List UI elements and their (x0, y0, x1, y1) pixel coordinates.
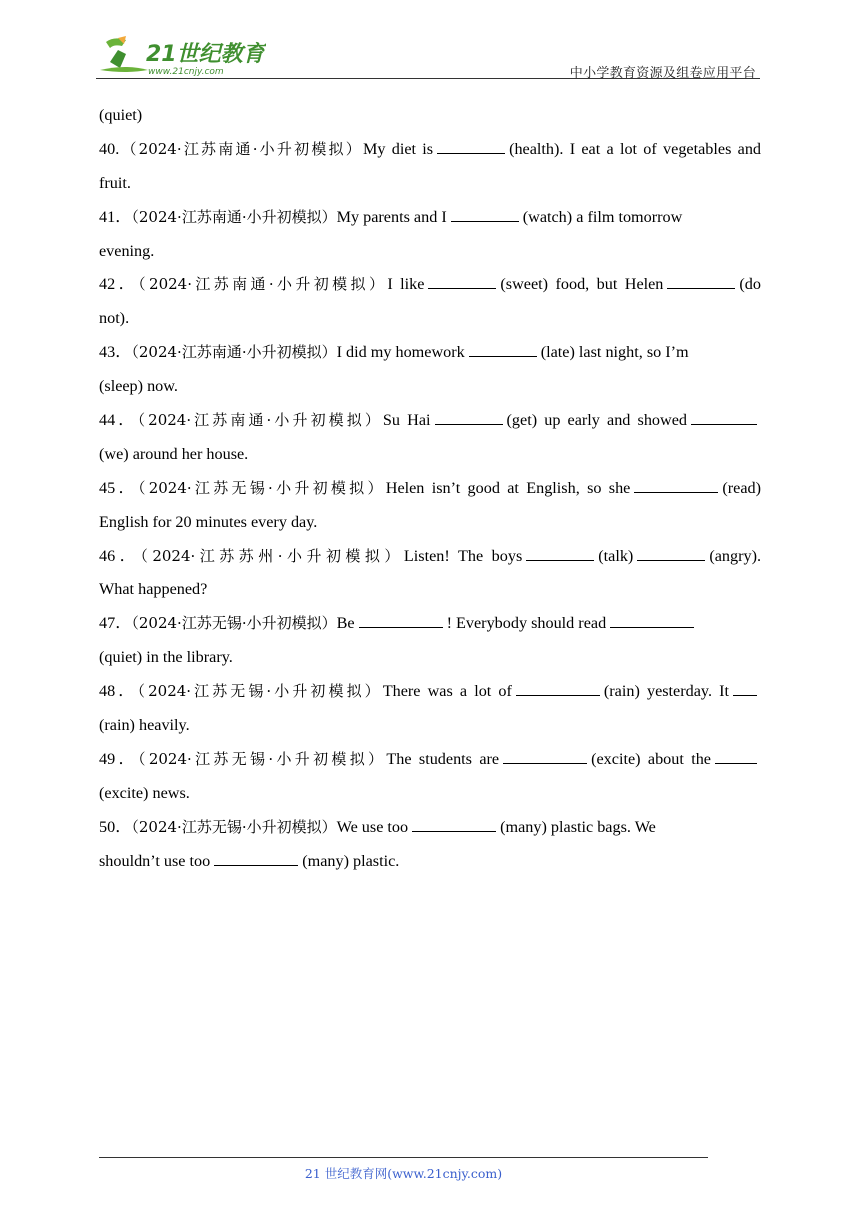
q46-blank-2[interactable] (637, 546, 705, 561)
logo-url: www.21cnjy.com (148, 67, 224, 77)
q43-line1: 43．（2024·江苏南通·小升初模拟）I did my homework (late) last night, so I’m (99, 343, 689, 362)
q46-blank-1[interactable] (526, 546, 594, 561)
q42-line1: 42．（2024·江苏南通·小升初模拟）I like (sweet) food, but Helen (do (99, 275, 761, 294)
q45-line2: English for 20 minutes every day. (99, 512, 318, 531)
q49-blank-1[interactable] (503, 749, 587, 764)
q43-line2: (sleep) now. (99, 377, 178, 396)
q48-line2: (rain) heavily. (99, 716, 190, 735)
q39-tail: (quiet) (99, 106, 143, 124)
platform-name: 中小学教育资源及组卷应用平台 (569, 66, 756, 81)
header-rule (96, 78, 760, 79)
q50-line1: 50．（2024·江苏无锡·小升初模拟）We use too (many) plastic bags. We (99, 817, 656, 836)
q44-line1: 44．（2024·江苏南通·小升初模拟）Su Hai (get) up early and showed (99, 404, 761, 438)
q41-line1: 41．（2024·江苏南通·小升初模拟）My parents and I (watch) a film tomorrow (99, 207, 683, 226)
q42-line2: not). (99, 309, 130, 328)
q49-line2: (excite) news. (99, 783, 190, 802)
q43-blank[interactable] (469, 342, 537, 357)
logo-text: 21世纪教育 (146, 42, 265, 67)
q42-blank-2[interactable] (667, 274, 735, 289)
q44-blank-1[interactable] (435, 410, 503, 425)
q47-line2: (quiet) in the library. (99, 648, 233, 667)
q40-blank[interactable] (437, 139, 505, 154)
q50-line2: shouldn’t use too (many) plastic. (99, 851, 400, 870)
q48-line1: 48．（2024·江苏无锡·小升初模拟）There was a lot of (rain) yesterday. It (99, 675, 761, 709)
q47-blank-2[interactable] (610, 613, 694, 628)
q47-blank-1[interactable] (359, 613, 443, 628)
q42-blank-1[interactable] (428, 274, 496, 289)
q41-blank[interactable] (451, 207, 519, 222)
footer-rule (99, 1157, 708, 1158)
q47-line1: 47．（2024·江苏无锡·小升初模拟）Be ! Everybody should read (99, 607, 761, 641)
q45-blank[interactable] (634, 478, 718, 493)
q40-line2: fruit. (99, 173, 131, 192)
q40-line1: 40.（2024·江苏南通·小升初模拟）My diet is (health). I eat a lot of vegetables and (99, 139, 761, 158)
q50-blank-2[interactable] (214, 851, 298, 866)
q46-line2: What happened? (99, 580, 208, 599)
q50-blank-1[interactable] (412, 817, 496, 832)
q49-line1: 49．（2024·江苏无锡·小升初模拟）The students are (excite) about the (99, 743, 761, 777)
q44-blank-2[interactable] (691, 410, 757, 425)
q41-line2: evening. (99, 241, 155, 260)
q48-blank-2[interactable] (733, 681, 757, 696)
q45-line1: 45．（2024·江苏无锡·小升初模拟）Helen isn’t good at English, so she (read) (99, 478, 761, 497)
q49-blank-2[interactable] (715, 749, 757, 764)
question-list (99, 99, 761, 878)
q46-line1: 46．（2024·江苏苏州·小升初模拟）Listen! The boys (talk) (angry). (99, 546, 761, 565)
21cnjy-logo (96, 32, 266, 78)
q44-line2: (we) around her house. (99, 444, 249, 463)
q48-blank-1[interactable] (516, 681, 600, 696)
page-header (96, 30, 760, 81)
footer-text: 21 世纪教育网(www.21cnjy.com) (304, 1166, 503, 1181)
